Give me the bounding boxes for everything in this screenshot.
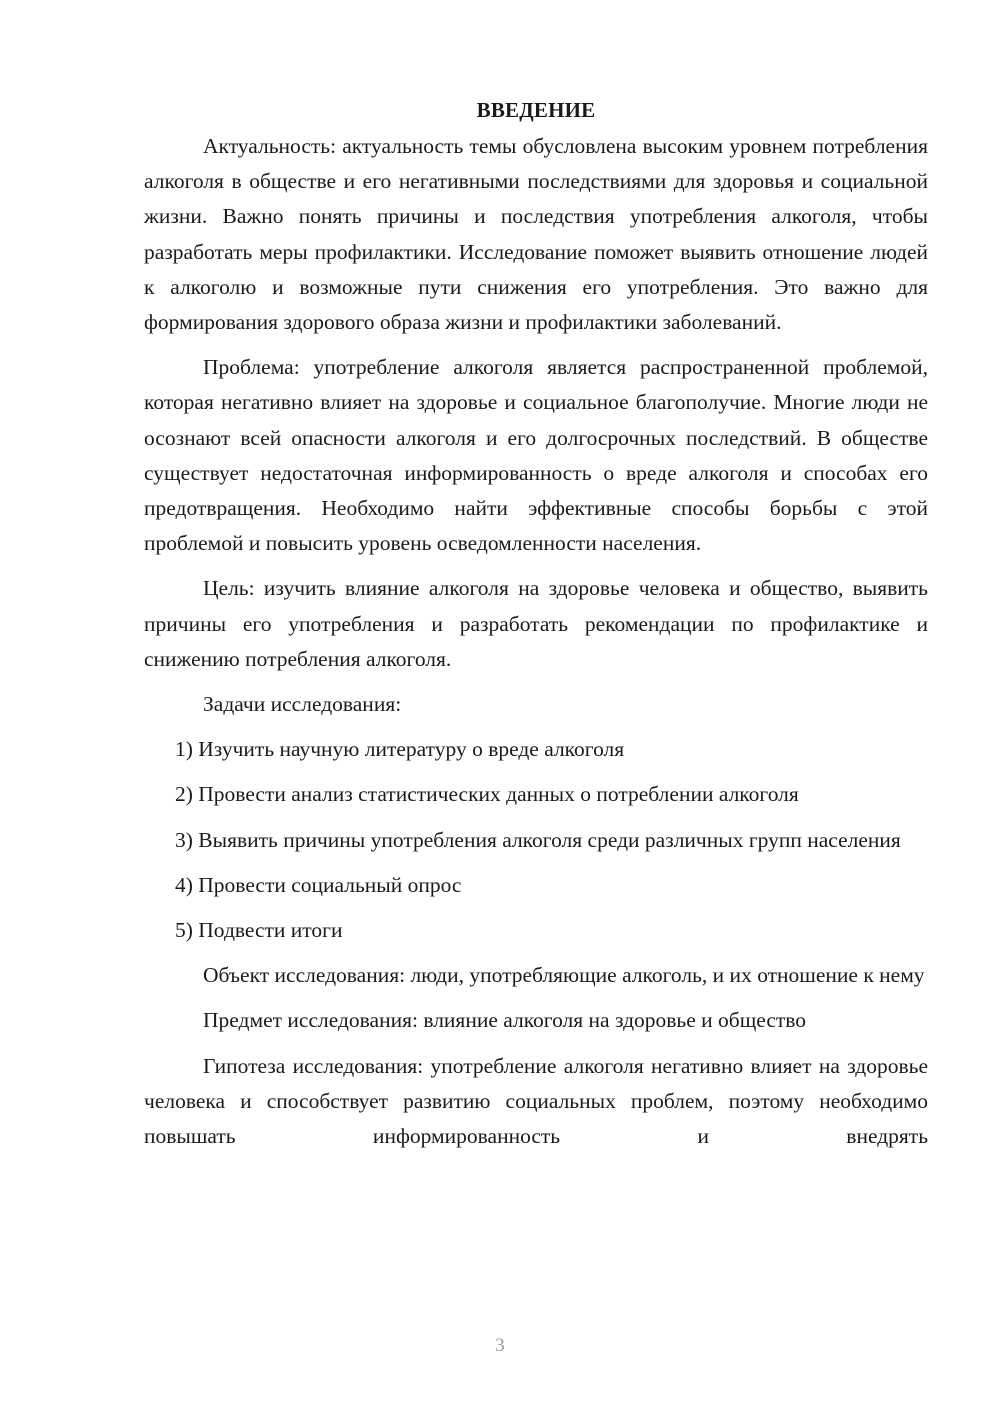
- paragraph-relevance: Актуальность: актуальность темы обусловлена высоким уровнем потребления алкоголя в обществе и его негативными последствиями для здоровья и социальной жизни. Важно понять причины и последствия употребления алкоголя, чтобы разработать меры профилактики. Исследование поможет выявить отношение людей к алкоголю и возможные пути снижения его употребления. Это важно для формирования здорового образа жизни и профилактики заболеваний.: [144, 134, 928, 335]
- page-content: [144, 92, 928, 1164]
- list-item: 5) Подвести итоги: [175, 918, 343, 943]
- page-title: ВВЕДЕНИЕ: [476, 98, 596, 122]
- paragraph-goal: Цель: изучить влияние алкоголя на здоровье человека и общество, выявить причины его употребления и разработать рекомендации по профилактике и снижению потребления алкоголя.: [144, 576, 928, 671]
- list-item: 4) Провести социальный опрос: [175, 872, 462, 897]
- list-item: 2) Провести анализ статистических данных о потреблении алкоголя: [175, 782, 799, 807]
- tasks-list: [144, 732, 928, 948]
- paragraph-hypothesis: Гипотеза исследования: употребление алкоголя негативно влияет на здоровье человека и способствует развитию социальных проблем, поэтому необходимо повышать информированность и внедрять: [144, 1053, 928, 1149]
- list-item: 1) Изучить научную литературу о вреде алкоголя: [175, 737, 625, 762]
- paragraph-object: Объект исследования: люди, употребляющие алкоголь, и их отношение к нему: [203, 963, 925, 988]
- page-number: 3: [495, 1335, 505, 1356]
- list-item: 3) Выявить причины употребления алкоголя среди различных групп населения: [175, 827, 901, 852]
- tasks-heading: Задачи исследования:: [203, 692, 402, 717]
- paragraph-problem: Проблема: употребление алкоголя является распространенной проблемой, которая негативно влияет на здоровье и социальное благополучие. Многие люди не осознают всей опасности алкоголя и его долгосрочных последствий. В обществе существует недостаточная информированность о вреде алкоголя и способах его предотвращения. Необходимо найти эффективные способы борьбы с этой проблемой и повысить уровень осведомленности населения.: [144, 355, 928, 556]
- paragraph-subject: Предмет исследования: влияние алкоголя на здоровье и общество: [203, 1008, 807, 1033]
